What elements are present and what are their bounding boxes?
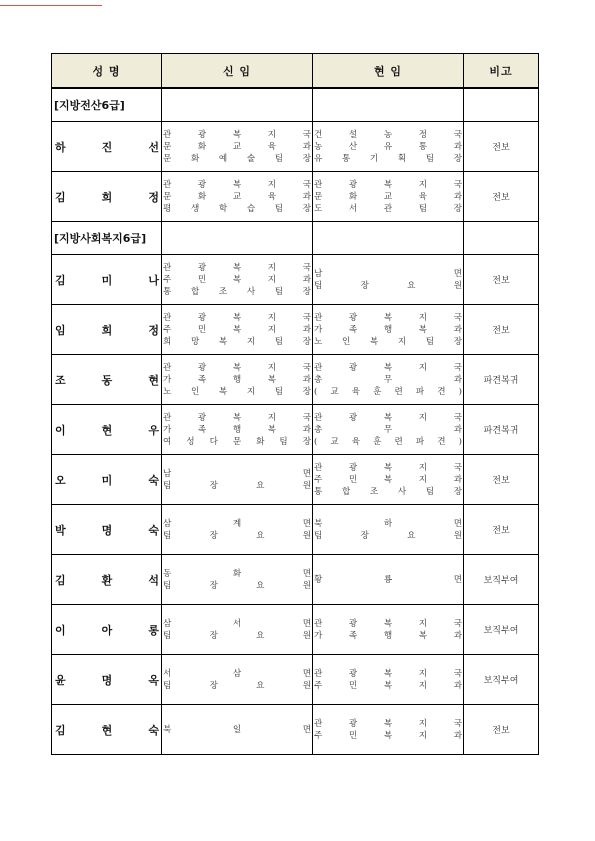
note-cell: 전보 xyxy=(464,255,539,305)
table-row xyxy=(52,605,539,655)
person-name: 윤 명 옥 xyxy=(55,673,159,687)
current-post-line: 총 무 과 xyxy=(314,374,462,385)
new-post-line: 동 화 면 xyxy=(163,568,311,579)
new-post-cell xyxy=(162,255,313,305)
current-post-line: 주 민 복 지 과 xyxy=(314,730,462,741)
current-post-line: 주 민 복 지 과 xyxy=(314,474,462,485)
header-current-post: 현 임 xyxy=(313,54,464,89)
new-post-line: 주 민 복 지 과 xyxy=(163,324,311,335)
name-cell xyxy=(52,405,162,455)
current-post-line: 주 민 복 지 과 xyxy=(314,680,462,691)
current-post-cell xyxy=(313,122,464,172)
new-post-line: 팀 장 요 원 xyxy=(163,530,311,541)
person-name: 김 현 숙 xyxy=(55,723,159,737)
new-post-line: 평 생 학 습 팀 장 xyxy=(163,203,311,214)
new-post-line: 팀 장 요 원 xyxy=(163,580,311,591)
new-post-line: 팀 장 요 원 xyxy=(163,630,311,641)
new-post-line: 삼 계 면 xyxy=(163,518,311,529)
section-row xyxy=(52,222,539,255)
current-post-cell xyxy=(313,655,464,705)
person-name: 임 희 정 xyxy=(55,323,159,337)
current-post-cell xyxy=(313,455,464,505)
empty-cell xyxy=(313,222,464,255)
new-post-line: 희 망 복 지 팀 장 xyxy=(163,336,311,347)
new-post-line: 관 광 복 지 국 xyxy=(163,362,311,373)
new-post-cell xyxy=(162,122,313,172)
current-post-line: 북 하 면 xyxy=(314,518,462,529)
current-post-line: 도 서 관 팀 장 xyxy=(314,203,462,214)
empty-cell xyxy=(464,88,539,122)
current-post-cell xyxy=(313,505,464,555)
current-post-line: 노 인 복 지 팀 장 xyxy=(314,336,462,347)
new-post-line: 북 일 면 xyxy=(163,724,311,735)
person-name: 김 환 석 xyxy=(55,573,159,587)
table-body xyxy=(52,88,539,755)
current-post-line: 관 광 복 지 국 xyxy=(314,668,462,679)
current-post-line: 통 합 조 사 팀 장 xyxy=(314,486,462,497)
empty-cell xyxy=(464,222,539,255)
person-name: 오 미 숙 xyxy=(55,473,159,487)
note-cell: 보직부여 xyxy=(464,555,539,605)
new-post-cell xyxy=(162,505,313,555)
personnel-table xyxy=(51,53,539,755)
new-post-cell xyxy=(162,455,313,505)
table-row xyxy=(52,455,539,505)
empty-cell xyxy=(162,88,313,122)
new-post-line: 가 족 행 복 과 xyxy=(163,374,311,385)
note-cell: 보직부여 xyxy=(464,605,539,655)
header-new-post: 신 임 xyxy=(162,54,313,89)
name-cell xyxy=(52,705,162,755)
current-post-line: 문 화 교 육 과 xyxy=(314,191,462,202)
new-post-line: 여 성 다 문 화 팀 장 xyxy=(163,436,311,447)
name-cell xyxy=(52,305,162,355)
new-post-line: 팀 장 요 원 xyxy=(163,480,311,491)
current-post-line: 가 족 행 복 과 xyxy=(314,630,462,641)
new-post-line: 서 삼 면 xyxy=(163,668,311,679)
new-post-cell xyxy=(162,172,313,222)
name-cell xyxy=(52,605,162,655)
note-cell: 전보 xyxy=(464,505,539,555)
new-post-line: 문 화 교 육 과 xyxy=(163,191,311,202)
person-name: 이 아 롱 xyxy=(55,623,159,637)
table-row xyxy=(52,655,539,705)
person-name: 이 현 우 xyxy=(55,423,159,437)
new-post-line: 관 광 복 지 국 xyxy=(163,179,311,190)
current-post-line: 건 설 농 정 국 xyxy=(314,129,462,140)
table-row xyxy=(52,405,539,455)
note-cell: 파견복귀 xyxy=(464,355,539,405)
name-cell xyxy=(52,172,162,222)
new-post-line: 팀 장 요 원 xyxy=(163,680,311,691)
current-post-cell xyxy=(313,405,464,455)
note-cell: 보직부여 xyxy=(464,655,539,705)
new-post-cell xyxy=(162,655,313,705)
new-post-line: 통 합 조 사 팀 장 xyxy=(163,286,311,297)
new-post-cell xyxy=(162,705,313,755)
note-cell: 전보 xyxy=(464,455,539,505)
name-cell xyxy=(52,255,162,305)
current-post-line: ( 교 육 훈 련 파 견 ) xyxy=(314,436,462,447)
name-cell xyxy=(52,355,162,405)
current-post-line: 팀 장 요 원 xyxy=(314,280,462,291)
current-post-line: 가 족 행 복 과 xyxy=(314,324,462,335)
table-row xyxy=(52,305,539,355)
person-name: 조 동 현 xyxy=(55,373,159,387)
new-post-line: 가 족 행 복 과 xyxy=(163,424,311,435)
current-post-line: 관 광 복 지 국 xyxy=(314,179,462,190)
header-row xyxy=(52,54,539,89)
new-post-line: 문 화 교 육 과 xyxy=(163,141,311,152)
note-cell: 전보 xyxy=(464,172,539,222)
current-post-cell xyxy=(313,305,464,355)
current-post-line: 농 산 유 통 과 xyxy=(314,141,462,152)
new-post-cell xyxy=(162,405,313,455)
table-row xyxy=(52,172,539,222)
current-post-cell xyxy=(313,555,464,605)
note-cell: 파견복귀 xyxy=(464,405,539,455)
current-post-line: 관 광 복 지 국 xyxy=(314,462,462,473)
person-name: 김 미 나 xyxy=(55,273,159,287)
current-post-cell xyxy=(313,172,464,222)
current-post-line: 황 룡 면 xyxy=(314,574,462,585)
current-post-cell xyxy=(313,705,464,755)
header-name: 성 명 xyxy=(52,54,162,89)
table-row xyxy=(52,505,539,555)
name-cell xyxy=(52,655,162,705)
note-cell: 전보 xyxy=(464,705,539,755)
current-post-line: 관 광 복 지 국 xyxy=(314,718,462,729)
person-name: 하 진 선 xyxy=(55,140,159,154)
section-row xyxy=(52,88,539,122)
name-cell xyxy=(52,122,162,172)
table-row xyxy=(52,705,539,755)
current-post-line: 팀 장 요 원 xyxy=(314,530,462,541)
table-row xyxy=(52,355,539,405)
new-post-cell xyxy=(162,355,313,405)
new-post-line: 남 면 xyxy=(163,468,311,479)
new-post-cell xyxy=(162,305,313,355)
top-red-line xyxy=(0,5,102,6)
current-post-line: 관 광 복 지 국 xyxy=(314,412,462,423)
new-post-line: 관 광 복 지 국 xyxy=(163,129,311,140)
current-post-cell xyxy=(313,355,464,405)
new-post-line: 문 화 예 술 팀 장 xyxy=(163,153,311,164)
person-name: 김 희 정 xyxy=(55,190,159,204)
current-post-line: 관 광 복 지 국 xyxy=(314,312,462,323)
person-name: 박 명 숙 xyxy=(55,523,159,537)
note-cell: 전보 xyxy=(464,305,539,355)
current-post-line: 총 무 과 xyxy=(314,424,462,435)
current-post-cell xyxy=(313,605,464,655)
new-post-line: 관 광 복 지 국 xyxy=(163,312,311,323)
new-post-cell xyxy=(162,555,313,605)
new-post-line: 삼 서 면 xyxy=(163,618,311,629)
current-post-line: 관 광 복 지 국 xyxy=(314,362,462,373)
table-row xyxy=(52,555,539,605)
current-post-line: 관 광 복 지 국 xyxy=(314,618,462,629)
note-cell: 전보 xyxy=(464,122,539,172)
new-post-line: 노 인 복 지 팀 장 xyxy=(163,386,311,397)
new-post-cell xyxy=(162,605,313,655)
table-row xyxy=(52,255,539,305)
section-title: [지방전산6급] xyxy=(52,88,162,122)
name-cell xyxy=(52,505,162,555)
empty-cell xyxy=(313,88,464,122)
table-row xyxy=(52,122,539,172)
name-cell xyxy=(52,455,162,505)
current-post-line: 남 면 xyxy=(314,268,462,279)
header-note: 비고 xyxy=(464,54,539,89)
empty-cell xyxy=(162,222,313,255)
new-post-line: 주 민 복 지 과 xyxy=(163,274,311,285)
new-post-line: 관 광 복 지 국 xyxy=(163,262,311,273)
new-post-line: 관 광 복 지 국 xyxy=(163,412,311,423)
current-post-line: 유 통 기 획 팀 장 xyxy=(314,153,462,164)
section-title: [지방사회복지6급] xyxy=(52,222,162,255)
name-cell xyxy=(52,555,162,605)
current-post-line: ( 교 육 훈 련 파 견 ) xyxy=(314,386,462,397)
current-post-cell xyxy=(313,255,464,305)
